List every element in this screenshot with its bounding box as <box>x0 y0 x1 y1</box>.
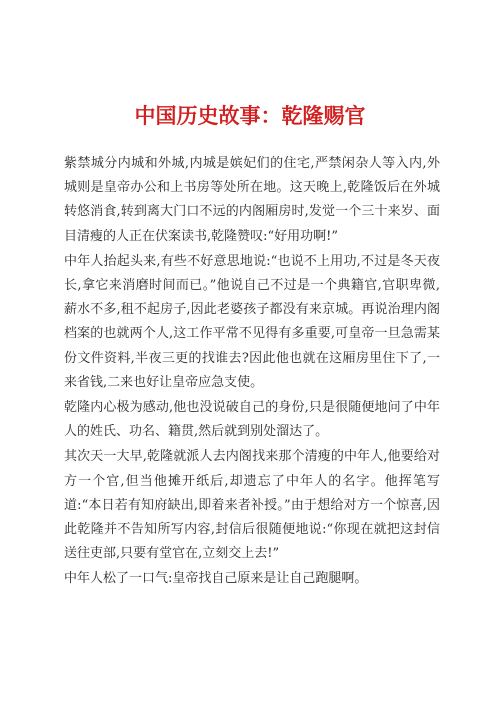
paragraph-1: 紫禁城分内城和外城,内城是嫔妃们的住宅,严禁闲杂人等入内,外城则是皇帝办公和上书房等处所在地。这天晚上,乾隆饭后在外城转悠消食,转到离大门口不远的内阁厢房时,发觉一个三十来岁、面目清瘦的人正在伏案读书,乾隆赞叹:“好用功啊!” <box>64 156 440 244</box>
article-title: 中国历史故事：乾隆赐官 <box>134 103 366 128</box>
article-body <box>64 152 440 593</box>
paragraph-2: 中年人抬起头来,有些不好意思地说:“也说不上用功,不过是冬天夜长,拿它来消磨时间而已。”他说自己不过是一个典籍官,官职卑微,薪水不多,租不起房子,因此老婆孩子都没有来京城。再说治理内阁档案的也就两个人,这工作平常不见得有多重要,可皇帝一旦急需某份文件资料,半夜三更的找谁去?因此他也就在这厢房里住下了,一来省钱,二来也好让皇帝应急支使。 <box>64 253 440 390</box>
paragraph-4: 其次天一大早,乾隆就派人去内阁找来那个清瘦的中年人,他要给对方一个官,但当他摊开纸后,却遗忘了中年人的名字。他挥笔写道:“本日若有知府缺出,即着来者补授。”由于想给对方一个惊喜,因此乾隆并不告知所写内容,封信后很随便地说:“你现在就把这封信送往吏部,只要有堂官在,立刻交上去!” <box>64 449 440 562</box>
paragraph-3: 乾隆内心极为感动,他也没说破自己的身份,只是很随便地问了中年人的姓氏、功名、籍贯,然后就到别处溜达了。 <box>64 400 440 440</box>
paragraph-5: 中年人松了一口气:皇帝找自己原来是让自己跑腿啊。 <box>64 571 368 587</box>
